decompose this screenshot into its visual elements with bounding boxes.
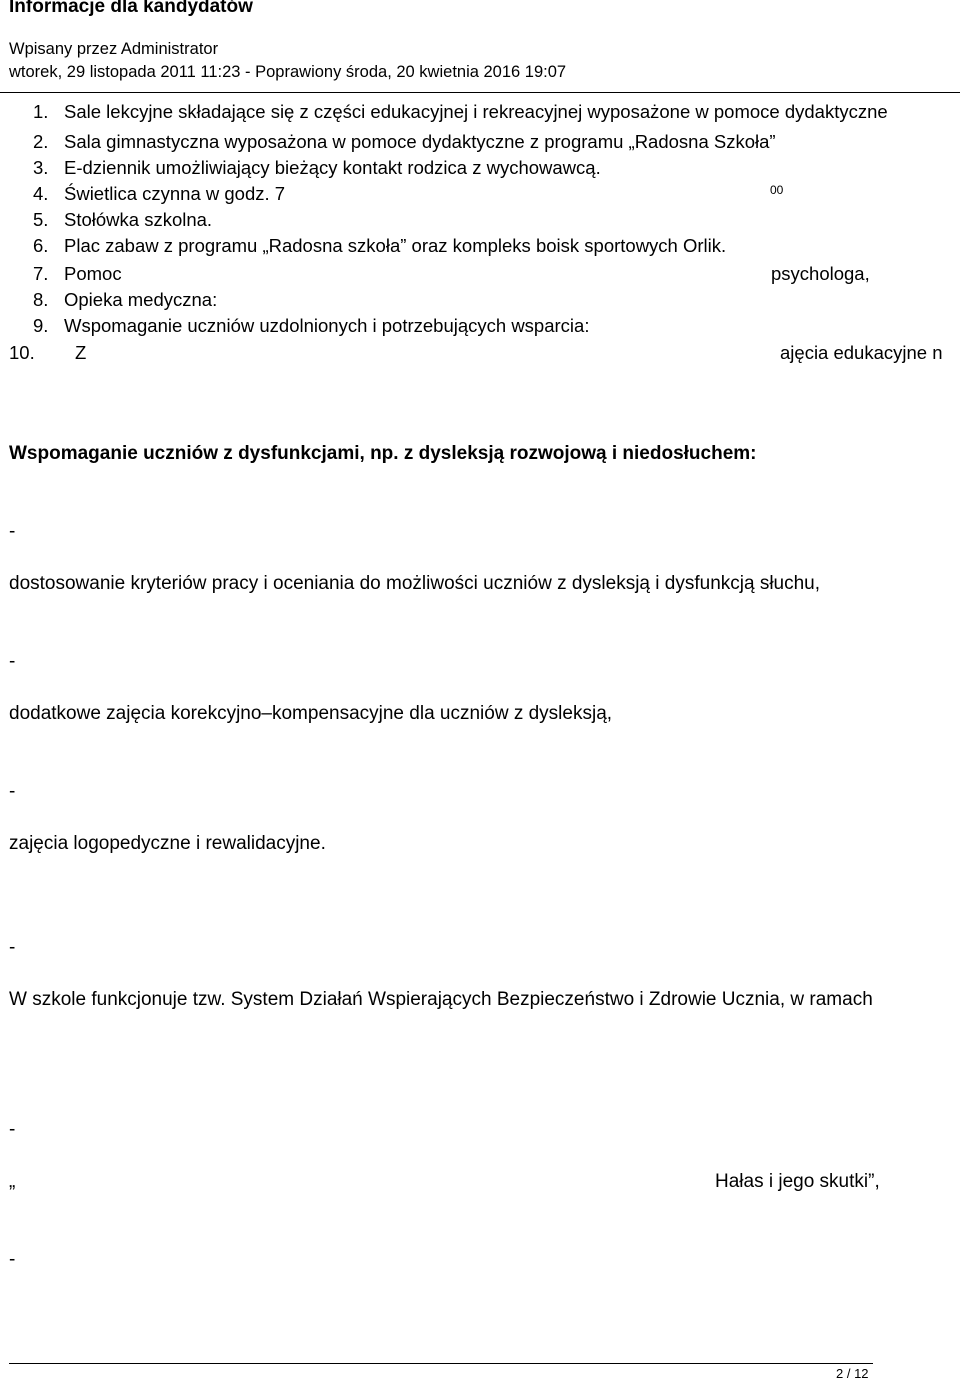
paragraph: zajęcia logopedyczne i rewalidacyjne. xyxy=(9,833,326,854)
header-divider xyxy=(0,92,960,93)
list-number: 1. xyxy=(33,101,49,122)
quote-text: Hałas i jego skutki”, xyxy=(715,1171,880,1192)
list-item: Wspomaganie uczniów uzdolnionych i potrzebujących wsparcia: xyxy=(64,315,590,336)
list-number: 6. xyxy=(33,235,49,256)
list-item: Świetlica czynna w godz. 7 xyxy=(64,183,286,204)
list-item: E-dziennik umożliwiający bieżący kontakt rodzica z wychowawcą. xyxy=(64,157,601,178)
list-number: 5. xyxy=(33,209,49,230)
list-item: Sale lekcyjne składające się z części edukacyjnej i rekreacyjnej wyposażone w pomoce dydaktyczne xyxy=(64,101,888,122)
hour-superscript: 00 xyxy=(770,183,784,197)
list-number: 7. xyxy=(33,263,49,284)
list-item: Sala gimnastyczna wyposażona w pomoce dydaktyczne z programu „Radosna Szkoła” xyxy=(64,131,776,152)
paragraph: dostosowanie kryteriów pracy i oceniania do możliwości uczniów z dysleksją i dysfunkcją słuchu, xyxy=(9,573,821,594)
list-number: 10. xyxy=(9,342,35,363)
page-title: Informacje dla kandydatów xyxy=(9,0,253,17)
list-item: Stołówka szkolna. xyxy=(64,209,213,230)
dash-marker: - xyxy=(9,521,16,542)
dash-marker: - xyxy=(9,651,16,672)
list-number: 9. xyxy=(33,315,49,336)
list-item: Z xyxy=(75,342,87,363)
list-number: 8. xyxy=(33,289,49,310)
quote-open-mark: „ xyxy=(9,1171,16,1192)
author-line: Wpisany przez Administrator xyxy=(9,40,219,58)
list-number: 4. xyxy=(33,183,49,204)
dash-marker: - xyxy=(9,781,16,802)
dash-marker: - xyxy=(9,1249,16,1270)
footer-divider xyxy=(9,1363,873,1364)
list-item: Pomoc xyxy=(64,263,122,284)
list-number: 3. xyxy=(33,157,49,178)
dash-marker: - xyxy=(9,937,16,958)
list-item-continuation: psychologa, xyxy=(771,263,870,284)
section-heading: Wspomaganie uczniów z dysfunkcjami, np. z dysleksją rozwojową i niedosłuchem: xyxy=(9,443,757,464)
paragraph: dodatkowe zajęcia korekcyjno–kompensacyjne dla uczniów z dysleksją, xyxy=(9,703,613,724)
list-item-continuation: ajęcia edukacyjne n xyxy=(780,342,943,363)
list-item: Opieka medyczna: xyxy=(64,289,218,310)
date-line: wtorek, 29 listopada 2011 11:23 - Poprawiony środa, 20 kwietnia 2016 19:07 xyxy=(9,63,567,81)
dash-marker: - xyxy=(9,1119,16,1140)
list-number: 2. xyxy=(33,131,49,152)
paragraph: W szkole funkcjonuje tzw. System Działań Wspierających Bezpieczeństwo i Zdrowie Ucznia, w ramach xyxy=(9,989,873,1010)
page-number: 2 / 12 xyxy=(836,1366,869,1381)
list-item: Plac zabaw z programu „Radosna szkoła” oraz kompleks boisk sportowych Orlik. xyxy=(64,235,727,256)
